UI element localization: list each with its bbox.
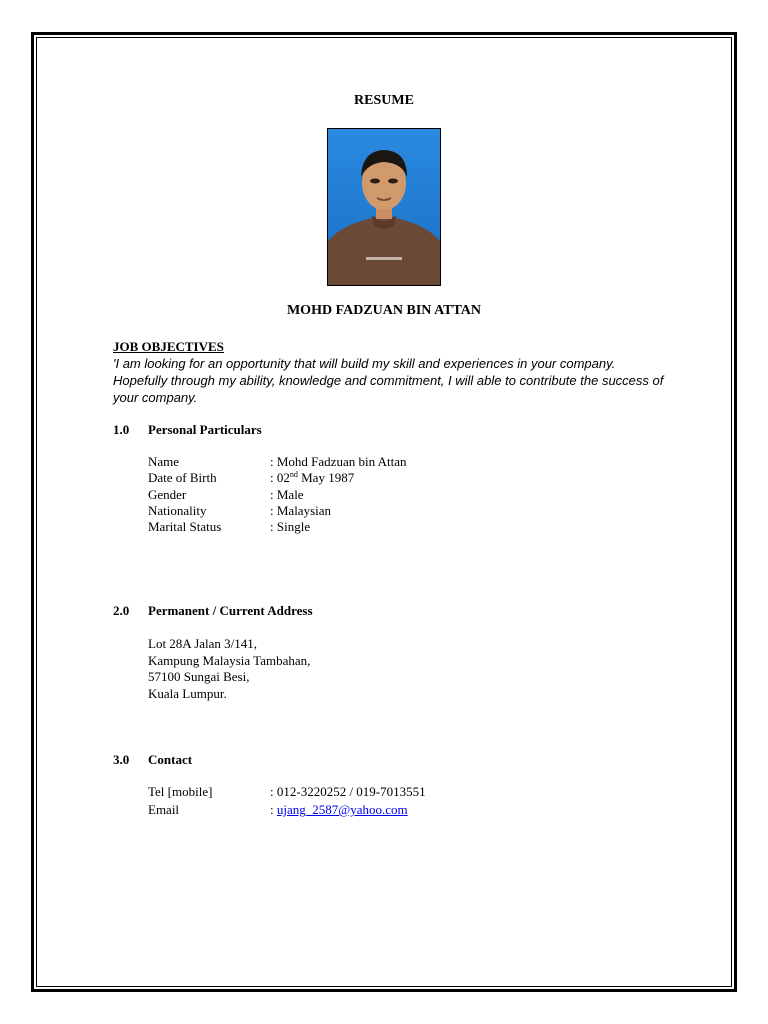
job-objectives-heading: JOB OBJECTIVES xyxy=(113,339,224,354)
address-line: Kampung Malaysia Tambahan, xyxy=(148,652,311,668)
row-label: Marital Status xyxy=(148,519,222,534)
email-link[interactable]: ujang_2587@yahoo.com xyxy=(276,802,408,817)
candidate-name: MOHD FADZUAN BIN ATTAN xyxy=(286,303,482,318)
row-value: : Male xyxy=(270,487,304,502)
row-value: : 012-3220252 / 019-7013551 xyxy=(270,784,426,799)
section-1-number: 1.0 xyxy=(113,422,130,437)
row-value: : Malaysian xyxy=(270,503,332,518)
section-3-number: 3.0 xyxy=(113,752,130,767)
dob-month-year: May 1987 xyxy=(297,470,355,485)
email-colon: : xyxy=(270,802,274,817)
address-block xyxy=(148,636,310,702)
row-label: Gender xyxy=(148,487,187,502)
dob-suffix: nd xyxy=(289,470,298,479)
row-label: Date of Birth xyxy=(148,470,217,485)
job-objectives-text: 'I am looking for an opportunity that will build my skill and experiences in your company. Hopefully through my ability, knowledge and commitment, I will able to contribute the success of your company. xyxy=(113,356,664,405)
contact-row-tel xyxy=(148,784,426,800)
personal-row-nationality xyxy=(148,503,331,519)
row-value: : Mohd Fadzuan bin Attan xyxy=(270,454,407,469)
address-line: Kuala Lumpur. xyxy=(148,685,227,701)
personal-row-marital xyxy=(148,519,310,535)
personal-row-gender xyxy=(148,487,304,503)
row-label: Tel [mobile] xyxy=(148,784,213,799)
section-3-heading: Contact xyxy=(148,752,193,767)
personal-row-name xyxy=(148,454,407,470)
row-value xyxy=(270,470,354,486)
dob-day: : 02 xyxy=(270,470,290,485)
personal-row-dob xyxy=(148,470,354,486)
resume-title: RESUME xyxy=(354,93,414,108)
row-value: : Single xyxy=(270,519,311,534)
address-line: Lot 28A Jalan 3/141, xyxy=(148,636,258,651)
section-2-heading: Permanent / Current Address xyxy=(148,603,313,618)
row-label: Nationality xyxy=(148,503,207,518)
section-2-number: 2.0 xyxy=(113,603,130,618)
section-1-heading: Personal Particulars xyxy=(148,422,262,437)
row-label: Name xyxy=(148,454,180,469)
profile-photo xyxy=(327,128,441,286)
row-value xyxy=(270,802,408,818)
contact-row-email xyxy=(148,802,408,818)
row-label: Email xyxy=(148,802,180,817)
address-line: 57100 Sungai Besi, xyxy=(148,669,250,684)
